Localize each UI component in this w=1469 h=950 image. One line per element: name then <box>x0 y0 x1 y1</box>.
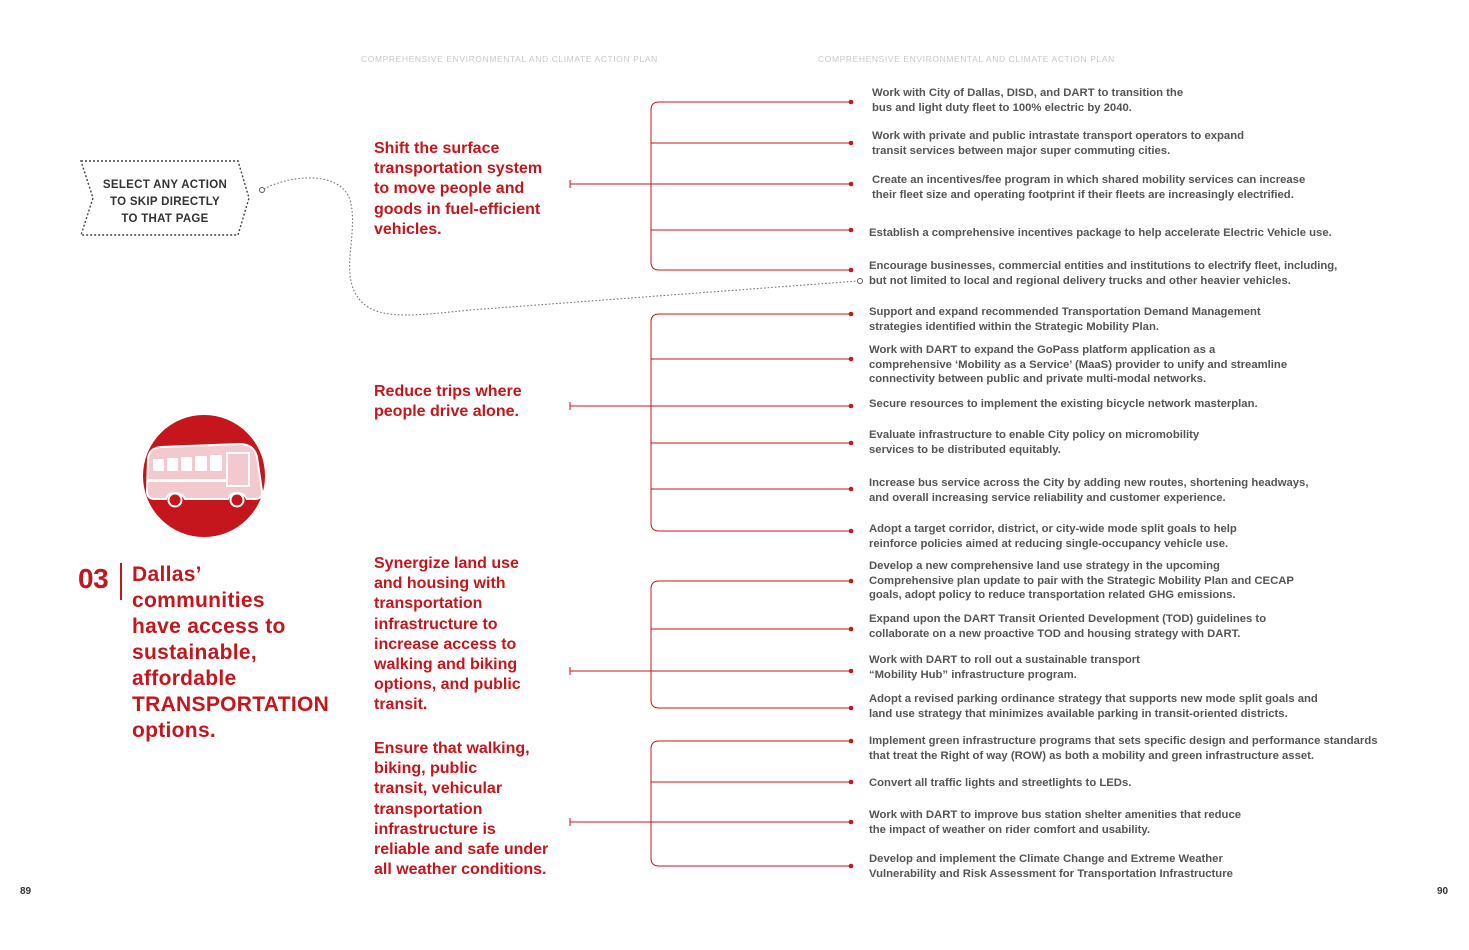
strategy-line: transit, vehicular <box>374 780 503 798</box>
action-line: Adopt a revised parking ordinance strategy that supports new mode split goals and <box>869 693 1318 705</box>
action-item[interactable] <box>869 653 1449 682</box>
strategy-line: to move people and <box>374 180 525 198</box>
action-line: “Mobility Hub” infrastructure program. <box>869 668 1077 681</box>
action-item[interactable] <box>869 259 1449 288</box>
action-item[interactable] <box>869 692 1449 721</box>
skip-line-2: TO SKIP DIRECTLY <box>109 196 221 208</box>
action-line: Work with DART to expand the GoPass platform application as a <box>869 344 1216 356</box>
action-line: strategies identified within the Strategic Mobility Plan. <box>869 320 1159 333</box>
action-item[interactable] <box>869 559 1449 603</box>
skip-line-3: TO THAT PAGE <box>121 213 209 225</box>
action-item[interactable] <box>869 522 1449 551</box>
strategy-line: transportation <box>374 800 483 818</box>
strategy-line: infrastructure is <box>374 820 496 838</box>
action-line: bus and light duty fleet to 100% electric by 2040. <box>872 101 1132 114</box>
strategy-line: Ensure that walking, <box>374 740 530 757</box>
skip-line-1: SELECT ANY ACTION <box>102 179 228 191</box>
action-item[interactable] <box>869 852 1449 881</box>
strategy-line: and housing with <box>374 575 506 593</box>
action-item[interactable] <box>872 86 1452 115</box>
action-line: Work with DART to roll out a sustainable transport <box>869 654 1140 666</box>
action-item[interactable] <box>869 476 1449 505</box>
action-line: Work with private and public intrastate transport operators to expand <box>872 130 1245 142</box>
action-line: Support and expand recommended Transportation Demand Management <box>869 306 1261 318</box>
strategy-line: transportation <box>374 595 483 613</box>
action-line: comprehensive ‘Mobility as a Service’ (MaaS) provider to unify and streamline <box>869 358 1288 371</box>
section-title-line: sustainable, <box>132 641 257 664</box>
section-title-line: affordable <box>132 667 237 690</box>
action-line: but not limited to local and regional delivery trucks and other heavier vehicles. <box>869 274 1291 287</box>
action-line: Increase bus service across the City by adding new routes, shortening headways, <box>869 477 1309 489</box>
action-line: Develop and implement the Climate Change and Extreme Weather <box>869 853 1223 865</box>
action-line: that treat the Right of way (ROW) as both a mobility and green infrastructure asset. <box>869 749 1315 762</box>
action-line: Adopt a target corridor, district, or city-wide mode split goals to help <box>869 523 1237 535</box>
action-item[interactable] <box>869 343 1449 387</box>
action-item[interactable] <box>869 612 1449 641</box>
strategy-line: reliable and safe under <box>374 841 549 859</box>
strategy-line: increase access to <box>374 635 517 653</box>
action-line: Convert all traffic lights and streetlights to LEDs. <box>869 777 1132 789</box>
action-line: Work with DART to improve bus station shelter amenities that reduce <box>869 809 1242 821</box>
action-item[interactable] <box>869 397 1449 412</box>
action-line: Expand upon the DART Transit Oriented Development (TOD) guidelines to <box>869 613 1267 625</box>
section-number: 03 <box>78 563 109 594</box>
strategy-line: vehicles. <box>374 220 442 238</box>
action-line: Work with City of Dallas, DISD, and DART to transition the <box>872 87 1184 99</box>
action-line: connectivity between public and private multi-modal networks. <box>869 373 1207 385</box>
strategy-line: transit. <box>374 696 428 714</box>
strategy-line: people drive alone. <box>374 403 519 421</box>
action-item[interactable] <box>869 808 1449 837</box>
action-item[interactable] <box>872 129 1452 158</box>
action-line: their fleet size and operating footprint if their fleets are increasingly electrified. <box>872 188 1294 201</box>
action-line: Evaluate infrastructure to enable City policy on micromobility <box>869 429 1200 441</box>
section-title-line: communities <box>132 589 265 612</box>
action-line: and overall increasing service reliability and customer experience. <box>869 491 1226 504</box>
strategy-line: infrastructure to <box>374 615 498 633</box>
strategy-line: all weather conditions. <box>374 861 547 879</box>
section-title-line: options. <box>132 719 217 742</box>
strategy-line: walking and biking <box>374 656 518 674</box>
action-line: Secure resources to implement the existing bicycle network masterplan. <box>869 398 1258 410</box>
page-number-right: 90 <box>1437 886 1449 897</box>
action-line: transit services between major super commuting cities. <box>872 144 1171 157</box>
action-line: land use strategy that minimizes available parking in transit-oriented districts. <box>869 707 1288 720</box>
page-number-left: 89 <box>20 886 32 897</box>
strategy-line: options, and public <box>374 676 521 694</box>
action-line: Establish a comprehensive incentives package to help accelerate Electric Vehicle use. <box>869 227 1332 239</box>
section-title-line: have access to <box>132 615 286 638</box>
action-line: Encourage businesses, commercial entities and institutions to electrify fleet, including, <box>869 260 1338 272</box>
running-header-right: COMPREHENSIVE ENVIRONMENTAL AND CLIMATE ACTION PLAN <box>818 54 1115 64</box>
action-item[interactable] <box>869 734 1449 763</box>
action-line: Implement green infrastructure programs that sets specific design and performance standards <box>869 735 1378 747</box>
strategy-line: transportation system <box>374 160 543 178</box>
strategy-line: biking, public <box>374 760 478 778</box>
action-line: collaborate on a new proactive TOD and housing strategy with DART. <box>869 627 1241 640</box>
action-line: the impact of weather on rider comfort and usability. <box>869 823 1150 836</box>
action-line: Develop a new comprehensive land use strategy in the upcoming <box>869 560 1220 572</box>
action-line: Comprehensive plan update to pair with the Strategic Mobility Plan and CECAP <box>869 574 1294 587</box>
strategy-line: Reduce trips where <box>374 383 522 400</box>
action-line: reinforce policies aimed at reducing single-occupancy vehicle use. <box>869 537 1229 550</box>
action-line: goals, adopt policy to reduce transportation related GHG emissions. <box>869 589 1236 601</box>
section-title-line: Dallas’ <box>132 563 202 586</box>
strategy-line: Shift the surface <box>374 140 500 157</box>
running-header-left: COMPREHENSIVE ENVIRONMENTAL AND CLIMATE ACTION PLAN <box>361 54 658 64</box>
action-item[interactable] <box>869 428 1449 457</box>
action-item[interactable] <box>872 173 1452 202</box>
strategy-line: goods in fuel-efficient <box>374 200 541 218</box>
section-title-line: TRANSPORTATION <box>132 693 330 716</box>
action-item[interactable] <box>869 776 1449 791</box>
action-item[interactable] <box>869 305 1449 334</box>
strategy-line: Synergize land use <box>374 555 519 572</box>
action-item[interactable] <box>869 226 1449 241</box>
action-line: services to be distributed equitably. <box>869 443 1061 456</box>
action-line: Create an incentives/fee program in which shared mobility services can increase <box>872 174 1306 186</box>
action-line: Vulnerability and Risk Assessment for Transportation Infrastructure <box>869 867 1233 880</box>
